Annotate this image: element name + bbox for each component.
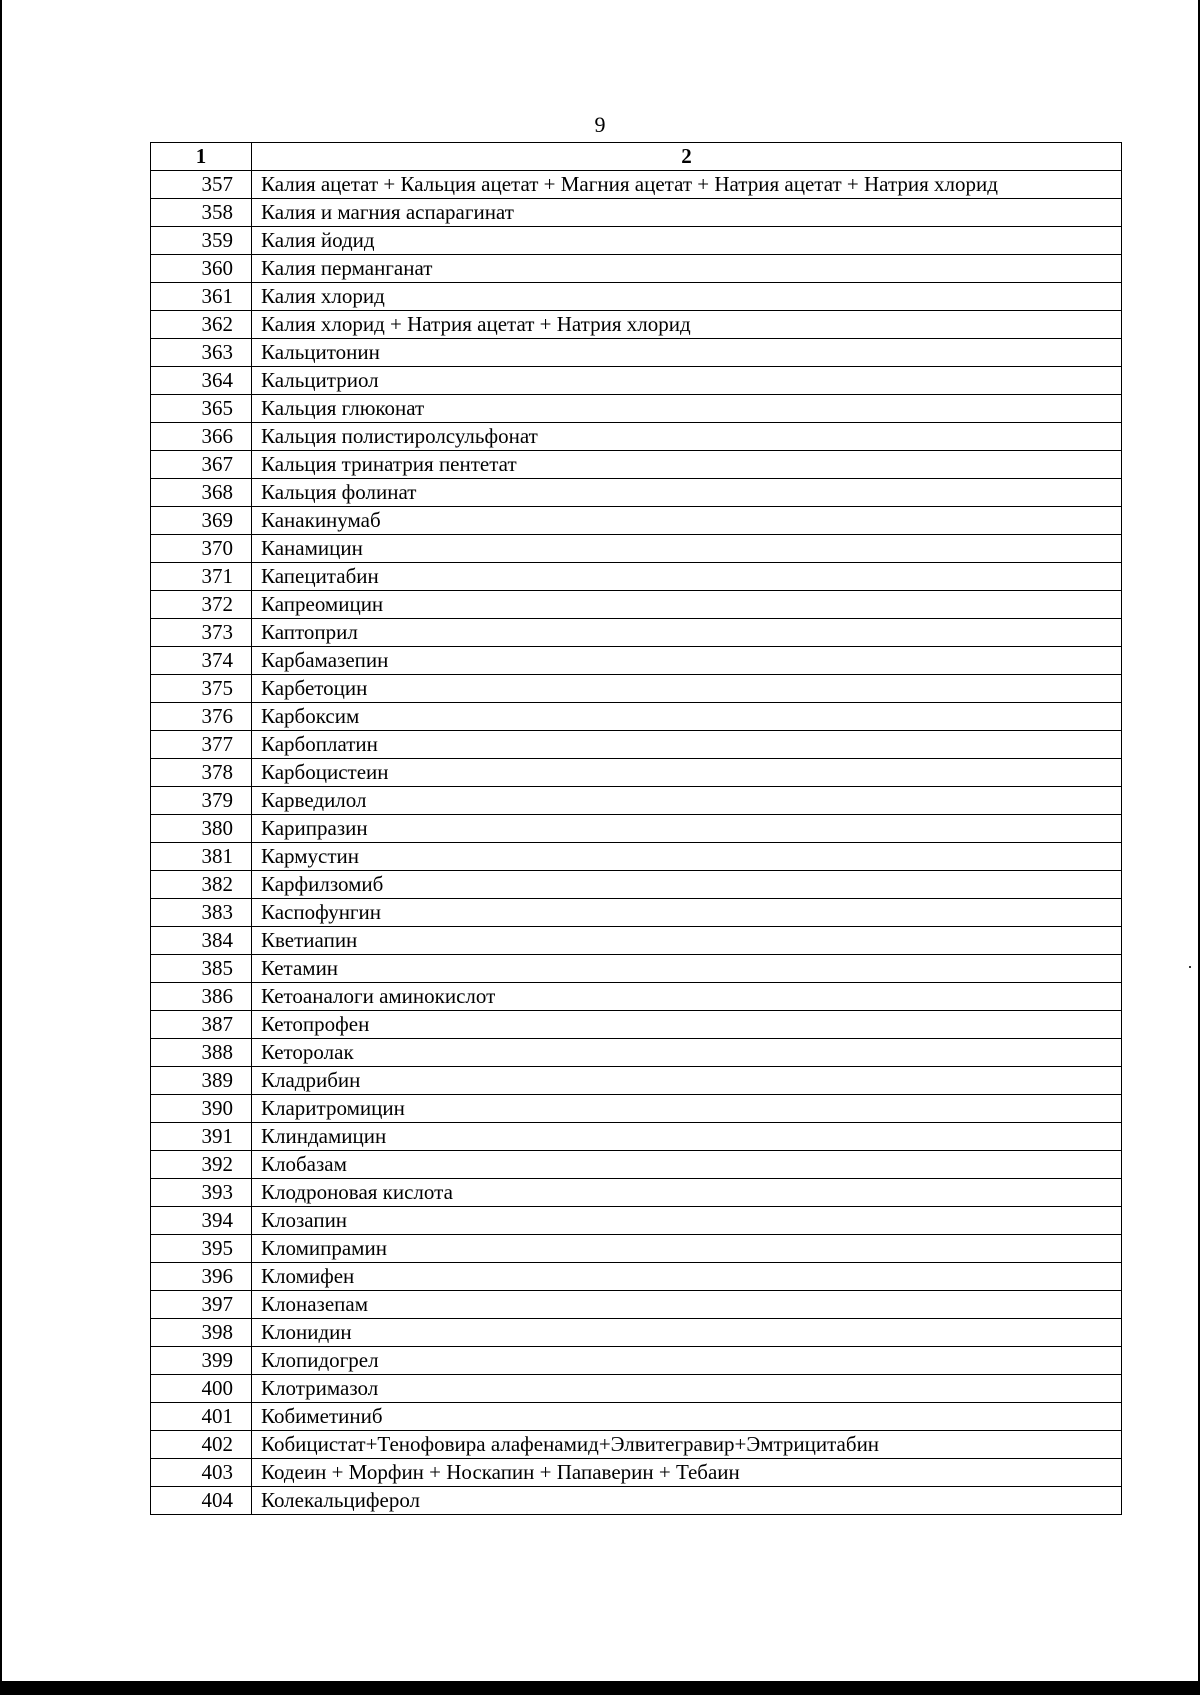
- table-row: [151, 1347, 1122, 1375]
- drug-name: Клоназепам: [252, 1291, 1122, 1319]
- drug-name: Калия и магния аспарагинат: [252, 199, 1122, 227]
- table-row: [151, 1403, 1122, 1431]
- row-number: 366: [151, 423, 252, 451]
- row-number: 392: [151, 1151, 252, 1179]
- table-row: [151, 283, 1122, 311]
- drug-name: Кладрибин: [252, 1067, 1122, 1095]
- row-number: 388: [151, 1039, 252, 1067]
- table-row: [151, 675, 1122, 703]
- table-row: [151, 1235, 1122, 1263]
- row-number: 361: [151, 283, 252, 311]
- row-number: 387: [151, 1011, 252, 1039]
- row-number: 396: [151, 1263, 252, 1291]
- row-number: 386: [151, 983, 252, 1011]
- row-number: 382: [151, 871, 252, 899]
- drug-name: Калия хлорид: [252, 283, 1122, 311]
- drug-name: Карбоцистеин: [252, 759, 1122, 787]
- table-row: [151, 1375, 1122, 1403]
- table-row: [151, 1263, 1122, 1291]
- drug-name: Клонидин: [252, 1319, 1122, 1347]
- drug-name: Клиндамицин: [252, 1123, 1122, 1151]
- drug-name: Кларитромицин: [252, 1095, 1122, 1123]
- drug-name: Кальцитонин: [252, 339, 1122, 367]
- drug-name: Капецитабин: [252, 563, 1122, 591]
- table-row: [151, 647, 1122, 675]
- row-number: 359: [151, 227, 252, 255]
- drug-name: Клобазам: [252, 1151, 1122, 1179]
- row-number: 379: [151, 787, 252, 815]
- row-number: 358: [151, 199, 252, 227]
- table-row: [151, 1207, 1122, 1235]
- drug-name: Карбоплатин: [252, 731, 1122, 759]
- drug-name: Кальция фолинат: [252, 479, 1122, 507]
- row-number: 385: [151, 955, 252, 983]
- table-row: [151, 423, 1122, 451]
- row-number: 390: [151, 1095, 252, 1123]
- drug-name: Кобиметиниб: [252, 1403, 1122, 1431]
- table-row: [151, 227, 1122, 255]
- row-number: 378: [151, 759, 252, 787]
- table-row: [151, 1123, 1122, 1151]
- row-number: 374: [151, 647, 252, 675]
- table-row: [151, 1151, 1122, 1179]
- drug-name: Карведилол: [252, 787, 1122, 815]
- table-row: [151, 703, 1122, 731]
- table-row: [151, 367, 1122, 395]
- document-page: [2, 0, 1198, 1681]
- row-number: 397: [151, 1291, 252, 1319]
- row-number: 395: [151, 1235, 252, 1263]
- drug-name: Каспофунгин: [252, 899, 1122, 927]
- row-number: 384: [151, 927, 252, 955]
- drug-name: Кетоаналоги аминокислот: [252, 983, 1122, 1011]
- scan-speck: [1189, 966, 1191, 968]
- table-row: [151, 395, 1122, 423]
- column-header-number: 1: [151, 143, 252, 171]
- table-row: [151, 451, 1122, 479]
- drug-name: Кетопрофен: [252, 1011, 1122, 1039]
- drug-name: Калия хлорид + Натрия ацетат + Натрия хлорид: [252, 311, 1122, 339]
- drug-name: Карбамазепин: [252, 647, 1122, 675]
- table-row: [151, 171, 1122, 199]
- row-number: 403: [151, 1459, 252, 1487]
- drug-name: Калия ацетат + Кальция ацетат + Магния ацетат + Натрия ацетат + Натрия хлорид: [252, 171, 1122, 199]
- drug-name: Кальция полистиролсульфонат: [252, 423, 1122, 451]
- drug-name: Кодеин + Морфин + Носкапин + Папаверин + Тебаин: [252, 1459, 1122, 1487]
- table-row: [151, 1431, 1122, 1459]
- drug-name: Канакинумаб: [252, 507, 1122, 535]
- table-row: [151, 1487, 1122, 1515]
- drug-name: Карфилзомиб: [252, 871, 1122, 899]
- table-row: [151, 255, 1122, 283]
- table-row: [151, 759, 1122, 787]
- drug-name: Кальцитриол: [252, 367, 1122, 395]
- drug-name: Канамицин: [252, 535, 1122, 563]
- table-header-row: [151, 143, 1122, 171]
- row-number: 360: [151, 255, 252, 283]
- row-number: 377: [151, 731, 252, 759]
- drug-name: Калия йодид: [252, 227, 1122, 255]
- drug-name: Кобицистат+Тенофовира алафенамид+Элвитегравир+Эмтрицитабин: [252, 1431, 1122, 1459]
- row-number: 391: [151, 1123, 252, 1151]
- drug-name: Кармустин: [252, 843, 1122, 871]
- drug-name: Карбоксим: [252, 703, 1122, 731]
- drug-name: Кломипрамин: [252, 1235, 1122, 1263]
- drug-name: Кетамин: [252, 955, 1122, 983]
- row-number: 398: [151, 1319, 252, 1347]
- table-row: [151, 1095, 1122, 1123]
- row-number: 371: [151, 563, 252, 591]
- row-number: 364: [151, 367, 252, 395]
- table-row: [151, 479, 1122, 507]
- drug-name: Карипразин: [252, 815, 1122, 843]
- table-row: [151, 1067, 1122, 1095]
- row-number: 401: [151, 1403, 252, 1431]
- row-number: 363: [151, 339, 252, 367]
- drug-name: Клозапин: [252, 1207, 1122, 1235]
- row-number: 372: [151, 591, 252, 619]
- table-row: [151, 843, 1122, 871]
- row-number: 400: [151, 1375, 252, 1403]
- table-row: [151, 787, 1122, 815]
- table-row: [151, 535, 1122, 563]
- table-row: [151, 927, 1122, 955]
- drug-name: Клотримазол: [252, 1375, 1122, 1403]
- row-number: 375: [151, 675, 252, 703]
- table-row: [151, 563, 1122, 591]
- table-row: [151, 871, 1122, 899]
- row-number: 399: [151, 1347, 252, 1375]
- drug-name: Кеторолак: [252, 1039, 1122, 1067]
- page-number: 9: [594, 112, 606, 137]
- row-number: 367: [151, 451, 252, 479]
- row-number: 394: [151, 1207, 252, 1235]
- row-number: 404: [151, 1487, 252, 1515]
- row-number: 402: [151, 1431, 252, 1459]
- table-row: [151, 1179, 1122, 1207]
- row-number: 376: [151, 703, 252, 731]
- table-row: [151, 1291, 1122, 1319]
- drug-list-table: [150, 142, 1122, 1515]
- drug-name: Кальция глюконат: [252, 395, 1122, 423]
- drug-name: Карбетоцин: [252, 675, 1122, 703]
- table-row: [151, 591, 1122, 619]
- row-number: 369: [151, 507, 252, 535]
- row-number: 365: [151, 395, 252, 423]
- row-number: 383: [151, 899, 252, 927]
- table-row: [151, 1011, 1122, 1039]
- drug-name: Клопидогрел: [252, 1347, 1122, 1375]
- drug-name: Калия перманганат: [252, 255, 1122, 283]
- table-row: [151, 199, 1122, 227]
- table-row: [151, 507, 1122, 535]
- drug-name: Кломифен: [252, 1263, 1122, 1291]
- drug-name: Каптоприл: [252, 619, 1122, 647]
- row-number: 389: [151, 1067, 252, 1095]
- drug-name: Капреомицин: [252, 591, 1122, 619]
- table-row: [151, 1319, 1122, 1347]
- table-row: [151, 815, 1122, 843]
- table-row: [151, 1459, 1122, 1487]
- row-number: 368: [151, 479, 252, 507]
- row-number: 370: [151, 535, 252, 563]
- drug-name: Клодроновая кислота: [252, 1179, 1122, 1207]
- row-number: 381: [151, 843, 252, 871]
- column-header-name: 2: [252, 143, 1122, 171]
- table-row: [151, 983, 1122, 1011]
- table-row: [151, 955, 1122, 983]
- drug-name: Кветиапин: [252, 927, 1122, 955]
- row-number: 362: [151, 311, 252, 339]
- row-number: 380: [151, 815, 252, 843]
- row-number: 357: [151, 171, 252, 199]
- row-number: 373: [151, 619, 252, 647]
- table-row: [151, 731, 1122, 759]
- table-row: [151, 311, 1122, 339]
- table-row: [151, 1039, 1122, 1067]
- table-row: [151, 899, 1122, 927]
- drug-name: Кальция тринатрия пентетат: [252, 451, 1122, 479]
- row-number: 393: [151, 1179, 252, 1207]
- table-row: [151, 619, 1122, 647]
- table-row: [151, 339, 1122, 367]
- drug-name: Колекальциферол: [252, 1487, 1122, 1515]
